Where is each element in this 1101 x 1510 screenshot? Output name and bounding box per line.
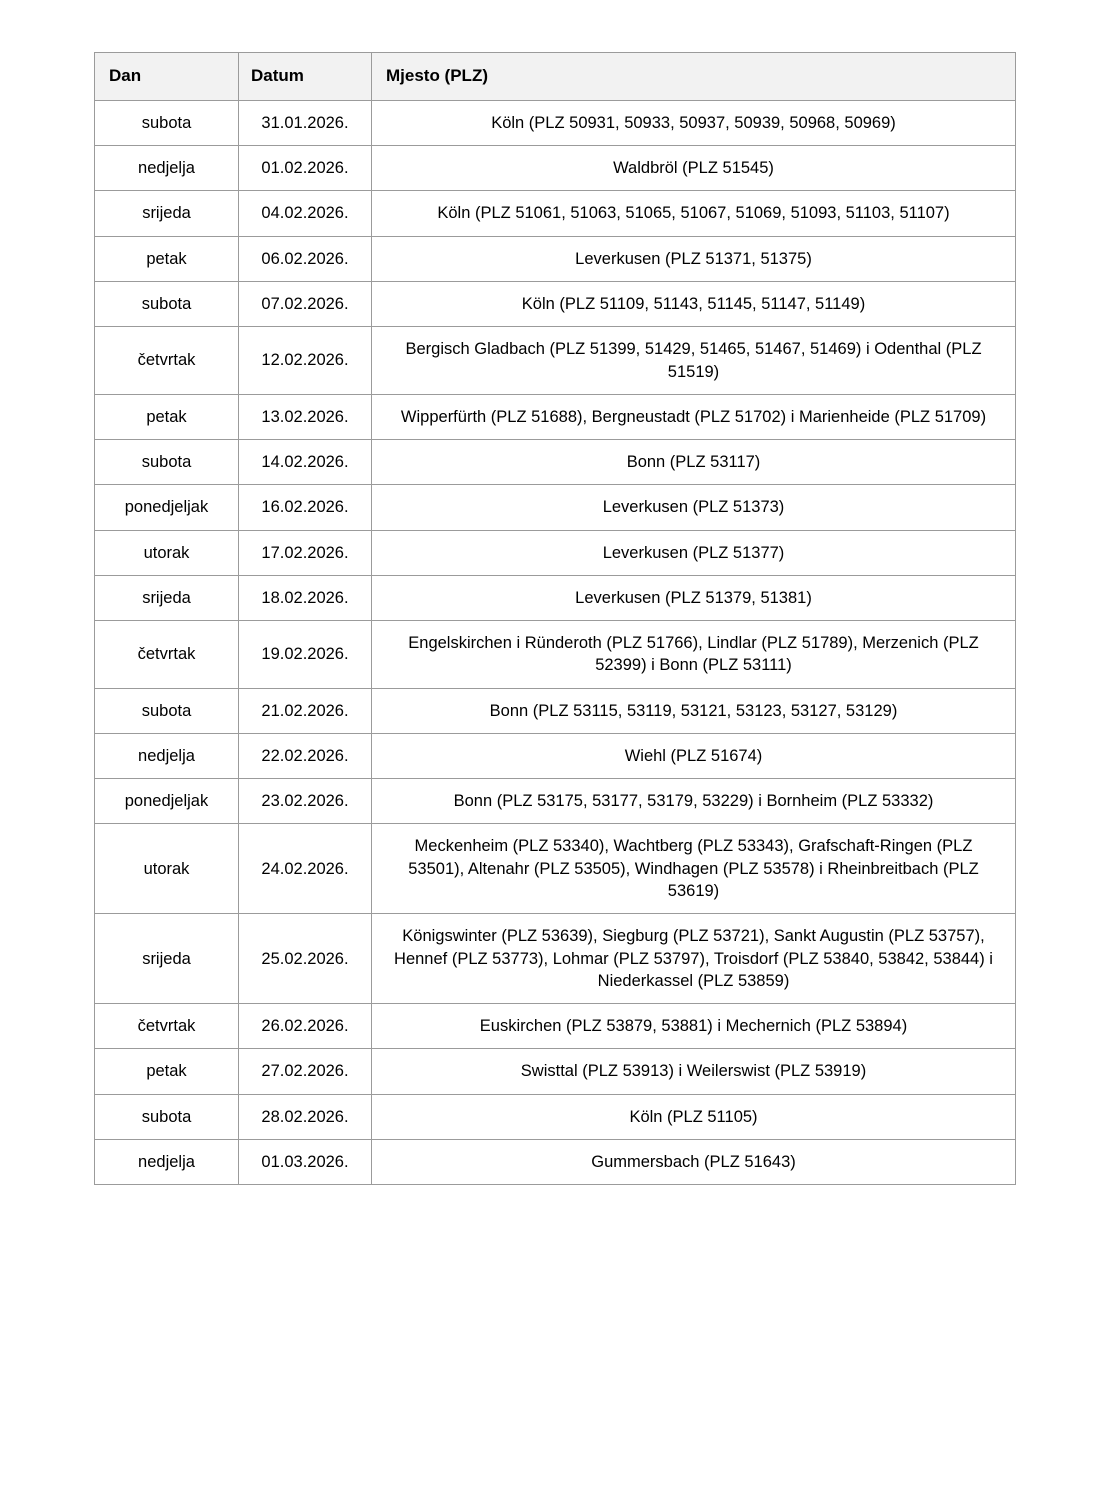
cell-mjesto: Wiehl (PLZ 51674) (372, 733, 1016, 778)
cell-mjesto: Bonn (PLZ 53117) (372, 440, 1016, 485)
cell-datum: 28.02.2026. (239, 1094, 372, 1139)
cell-mjesto: Leverkusen (PLZ 51373) (372, 485, 1016, 530)
cell-mjesto: Bergisch Gladbach (PLZ 51399, 51429, 51465, 51467, 51469) i Odenthal (PLZ 51519) (372, 327, 1016, 395)
table-row (95, 779, 1016, 824)
cell-datum: 13.02.2026. (239, 394, 372, 439)
table-row (95, 146, 1016, 191)
table-row (95, 530, 1016, 575)
cell-datum: 26.02.2026. (239, 1004, 372, 1049)
cell-dan: ponedjeljak (95, 485, 239, 530)
cell-datum: 22.02.2026. (239, 733, 372, 778)
column-header-dan: Dan (95, 53, 239, 101)
cell-mjesto: Leverkusen (PLZ 51379, 51381) (372, 575, 1016, 620)
cell-datum: 31.01.2026. (239, 100, 372, 145)
cell-dan: subota (95, 688, 239, 733)
cell-datum: 23.02.2026. (239, 779, 372, 824)
cell-dan: subota (95, 440, 239, 485)
table-body (95, 100, 1016, 1184)
cell-dan: srijeda (95, 575, 239, 620)
table-row (95, 688, 1016, 733)
cell-mjesto: Bonn (PLZ 53115, 53119, 53121, 53123, 53127, 53129) (372, 688, 1016, 733)
cell-mjesto: Wipperfürth (PLZ 51688), Bergneustadt (PLZ 51702) i Marienheide (PLZ 51709) (372, 394, 1016, 439)
cell-dan: subota (95, 100, 239, 145)
cell-dan: četvrtak (95, 327, 239, 395)
cell-mjesto: Köln (PLZ 51105) (372, 1094, 1016, 1139)
cell-dan: utorak (95, 530, 239, 575)
table-row (95, 824, 1016, 914)
cell-datum: 27.02.2026. (239, 1049, 372, 1094)
cell-dan: subota (95, 1094, 239, 1139)
cell-dan: srijeda (95, 914, 239, 1004)
cell-datum: 04.02.2026. (239, 191, 372, 236)
cell-mjesto: Engelskirchen i Ründeroth (PLZ 51766), Lindlar (PLZ 51789), Merzenich (PLZ 52399) i Bonn (PLZ 53111) (372, 621, 1016, 689)
table-row (95, 1139, 1016, 1184)
cell-mjesto: Köln (PLZ 50931, 50933, 50937, 50939, 50968, 50969) (372, 100, 1016, 145)
cell-mjesto: Köln (PLZ 51109, 51143, 51145, 51147, 51149) (372, 282, 1016, 327)
cell-dan: nedjelja (95, 146, 239, 191)
cell-datum: 24.02.2026. (239, 824, 372, 914)
cell-mjesto: Meckenheim (PLZ 53340), Wachtberg (PLZ 53343), Grafschaft-Ringen (PLZ 53501), Altenahr (PLZ 53505), Windhagen (PLZ 53578) i Rheinbreitbach (PLZ 53619) (372, 824, 1016, 914)
cell-dan: nedjelja (95, 733, 239, 778)
cell-dan: četvrtak (95, 621, 239, 689)
schedule-table (94, 52, 1016, 1185)
table-row (95, 236, 1016, 281)
table-row (95, 621, 1016, 689)
cell-dan: subota (95, 282, 239, 327)
cell-mjesto: Leverkusen (PLZ 51371, 51375) (372, 236, 1016, 281)
cell-datum: 25.02.2026. (239, 914, 372, 1004)
cell-dan: srijeda (95, 191, 239, 236)
cell-dan: petak (95, 236, 239, 281)
cell-mjesto: Waldbröl (PLZ 51545) (372, 146, 1016, 191)
cell-mjesto: Euskirchen (PLZ 53879, 53881) i Mechernich (PLZ 53894) (372, 1004, 1016, 1049)
cell-mjesto: Bonn (PLZ 53175, 53177, 53179, 53229) i Bornheim (PLZ 53332) (372, 779, 1016, 824)
cell-mjesto: Swisttal (PLZ 53913) i Weilerswist (PLZ 53919) (372, 1049, 1016, 1094)
cell-mjesto: Königswinter (PLZ 53639), Siegburg (PLZ 53721), Sankt Augustin (PLZ 53757), Hennef (PLZ 53773), Lohmar (PLZ 53797), Troisdorf (PLZ 53840, 53842, 53844) i Niederkassel (PLZ 53859) (372, 914, 1016, 1004)
cell-datum: 07.02.2026. (239, 282, 372, 327)
cell-datum: 18.02.2026. (239, 575, 372, 620)
table-row (95, 485, 1016, 530)
table-row (95, 1049, 1016, 1094)
column-header-datum: Datum (239, 53, 372, 101)
table-row (95, 394, 1016, 439)
cell-datum: 01.02.2026. (239, 146, 372, 191)
cell-dan: četvrtak (95, 1004, 239, 1049)
table-row (95, 733, 1016, 778)
cell-datum: 14.02.2026. (239, 440, 372, 485)
cell-datum: 19.02.2026. (239, 621, 372, 689)
cell-mjesto: Gummersbach (PLZ 51643) (372, 1139, 1016, 1184)
table-row (95, 327, 1016, 395)
table-row (95, 914, 1016, 1004)
table-row (95, 440, 1016, 485)
table-header-row (95, 53, 1016, 101)
cell-datum: 06.02.2026. (239, 236, 372, 281)
cell-dan: nedjelja (95, 1139, 239, 1184)
cell-datum: 21.02.2026. (239, 688, 372, 733)
cell-datum: 16.02.2026. (239, 485, 372, 530)
table-row (95, 575, 1016, 620)
cell-mjesto: Köln (PLZ 51061, 51063, 51065, 51067, 51069, 51093, 51103, 51107) (372, 191, 1016, 236)
table-row (95, 191, 1016, 236)
table-row (95, 282, 1016, 327)
cell-dan: utorak (95, 824, 239, 914)
cell-dan: petak (95, 1049, 239, 1094)
table-row (95, 100, 1016, 145)
table-row (95, 1094, 1016, 1139)
cell-mjesto: Leverkusen (PLZ 51377) (372, 530, 1016, 575)
table-row (95, 1004, 1016, 1049)
cell-dan: petak (95, 394, 239, 439)
cell-datum: 17.02.2026. (239, 530, 372, 575)
cell-datum: 01.03.2026. (239, 1139, 372, 1184)
cell-dan: ponedjeljak (95, 779, 239, 824)
column-header-mjesto: Mjesto (PLZ) (372, 53, 1016, 101)
cell-datum: 12.02.2026. (239, 327, 372, 395)
table-header (95, 53, 1016, 101)
